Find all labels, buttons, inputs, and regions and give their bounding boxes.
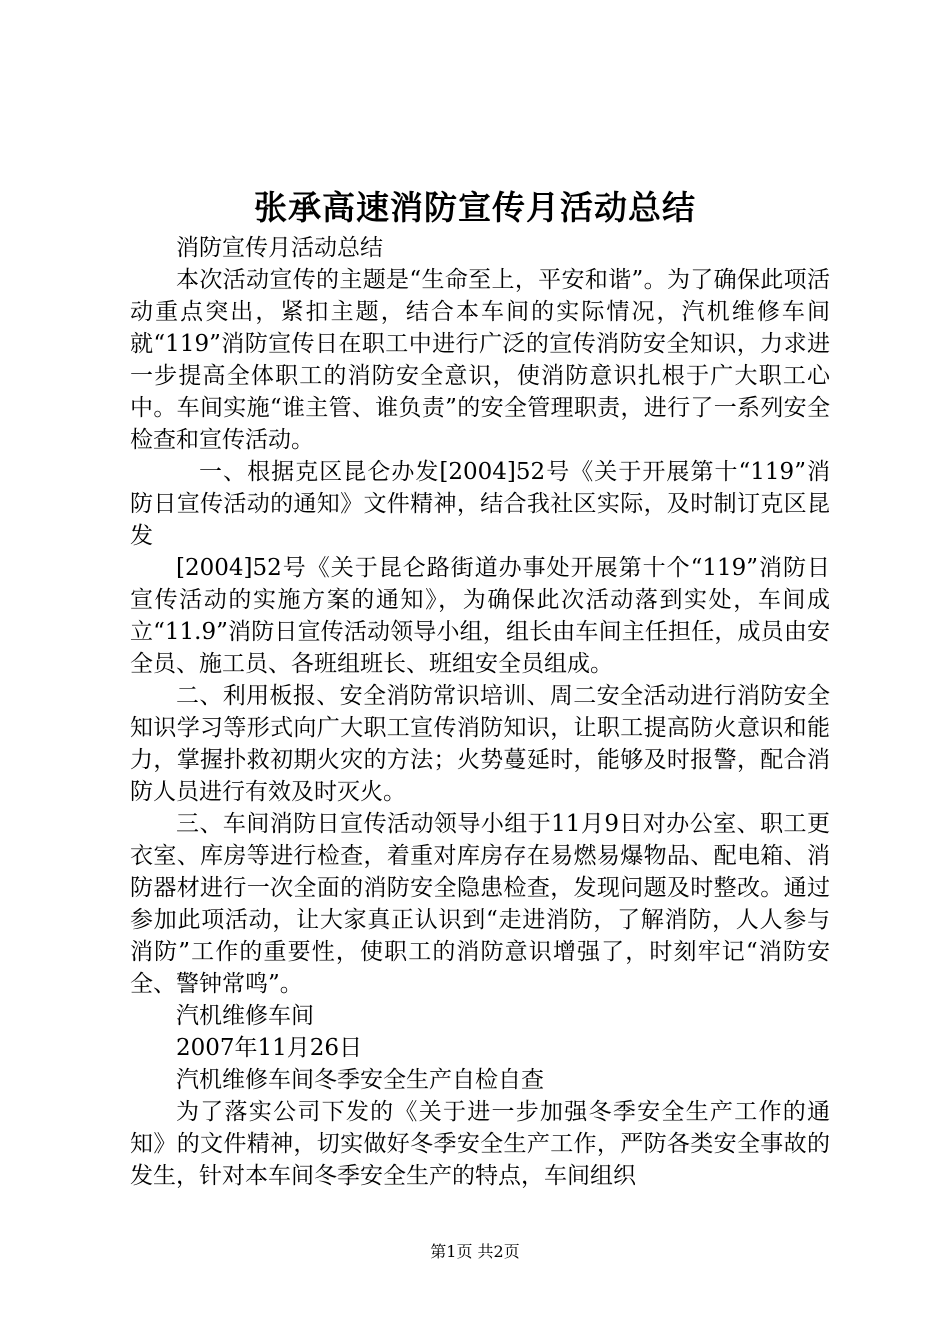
paragraph-item-2: 二、利用板报、安全消防常识培训、周二安全活动进行消防安全知识学习等形式向广大职工宣传消防知识，让职工提高防火意识和能力，掌握扑救初期火灾的方法；火势蔓延时，能够及时报警，配合消防人员进行有效及时灭火。 bbox=[130, 683, 830, 805]
signature-date: 2007年11月26日 bbox=[176, 1035, 363, 1061]
paragraph-subtitle: 消防宣传月活动总结 bbox=[176, 235, 383, 261]
paragraph-item-1-continued: [2004]52号《关于昆仑路街道办事处开展第十个“119”消防日宣传活动的实施方案的通知》，为确保此次活动落到实处，车间成立“11.9”消防日宣传活动领导小组，组长由车间主任担任，成员由安全员、施工员、各班组班长、班组安全员组成。 bbox=[130, 555, 830, 677]
document-title: 张承高速消防宣传月活动总结 bbox=[254, 188, 696, 227]
paragraph-intro: 本次活动宣传的主题是“生命至上，平安和谐”。为了确保此项活动重点突出，紧扣主题，结合本车间的实际情况，汽机维修车间就“119”消防宣传日在职工中进行广泛的宣传消防安全知识，力求进一步提高全体职工的消防安全意识，使消防意识扎根于广大职工心中。车间实施“谁主管、谁负责”的安全管理职责，进行了一系列安全检查和宣传活动。 bbox=[130, 267, 830, 453]
section-heading: 汽机维修车间冬季安全生产自检自查 bbox=[176, 1067, 544, 1093]
page-footer: 第1页 共2页 bbox=[430, 1242, 520, 1261]
paragraph-item-3: 三、车间消防日宣传活动领导小组于11月9日对办公室、职工更衣室、库房等进行检查，着重对库房存在易燃易爆物品、配电箱、消防器材进行一次全面的消防安全隐患检查，发现问题及时整改。通过参加此项活动，让大家真正认识到“走进消防，了解消防，人人参与消防”工作的重要性，使职工的消防意识增强了，时刻牢记“消防安全、警钟常鸣”。 bbox=[130, 811, 830, 997]
paragraph-section-intro: 为了落实公司下发的《关于进一步加强冬季安全生产工作的通知》的文件精神，切实做好冬季安全生产工作，严防各类安全事故的发生，针对本车间冬季安全生产的特点，车间组织 bbox=[130, 1099, 830, 1189]
signature-department: 汽机维修车间 bbox=[176, 1003, 314, 1029]
document-body bbox=[130, 232, 830, 1192]
paragraph-item-1: 一、根据克区昆仑办发[2004]52号《关于开展第十“119”消防日宣传活动的通知》文件精神，结合我社区实际，及时制订克区昆发 bbox=[130, 459, 830, 549]
